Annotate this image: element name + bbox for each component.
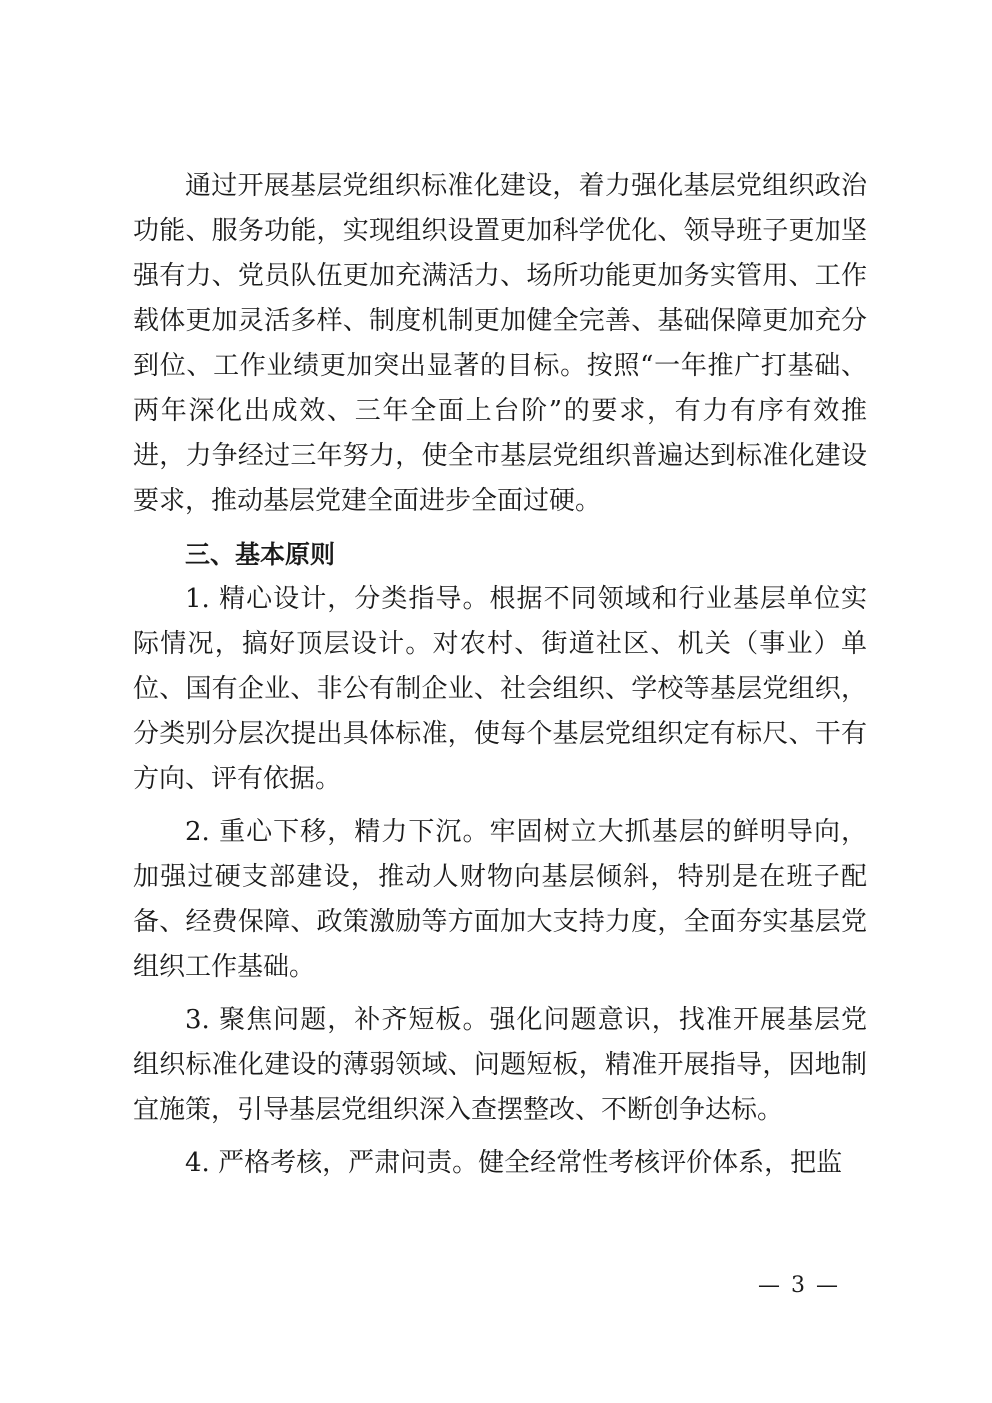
page-number: — 3 —	[758, 1273, 840, 1298]
document-body	[133, 164, 867, 1186]
paragraph-principle-1: 1. 精心设计，分类指导。根据不同领域和行业基层单位实际情况，搞好顶层设计。对农村、街道社区、机关（事业）单位、国有企业、非公有制企业、社会组织、学校等基层党组织，分类别分层次提出具体标准，使每个基层党组织定有标尺、干有方向、评有依据。	[133, 584, 867, 794]
paragraph-principle-3: 3. 聚焦问题，补齐短板。强化问题意识，找准开展基层党组织标准化建设的薄弱领域、问题短板，精准开展指导，因地制宜施策，引导基层党组织深入查摆整改、不断创争达标。	[133, 1005, 867, 1125]
paragraph-goals: 通过开展基层党组织标准化建设，着力强化基层党组织政治功能、服务功能，实现组织设置更加科学优化、领导班子更加坚强有力、党员队伍更加充满活力、场所功能更加务实管用、工作载体更加灵活多样、制度机制更加健全完善、基础保障更加充分到位、工作业绩更加突出显著的目标。按照“一年推广打基础、两年深化出成效、三年全面上台阶”的要求，有力有序有效推进，力争经过三年努力，使全市基层党组织普遍达到标准化建设要求，推动基层党建全面进步全面过硬。	[133, 171, 867, 516]
paragraph-principle-4: 4. 严格考核，严肃问责。健全经常性考核评价体系，把监	[185, 1148, 843, 1178]
paragraph-principle-2: 2. 重心下移，精力下沉。牢固树立大抓基层的鲜明导向，加强过硬支部建设，推动人财物向基层倾斜，特别是在班子配备、经费保障、政策激励等方面加大支持力度，全面夯实基层党组织工作基础。	[133, 817, 867, 982]
section-heading-basic-principles: 三、基本原则	[185, 540, 336, 569]
